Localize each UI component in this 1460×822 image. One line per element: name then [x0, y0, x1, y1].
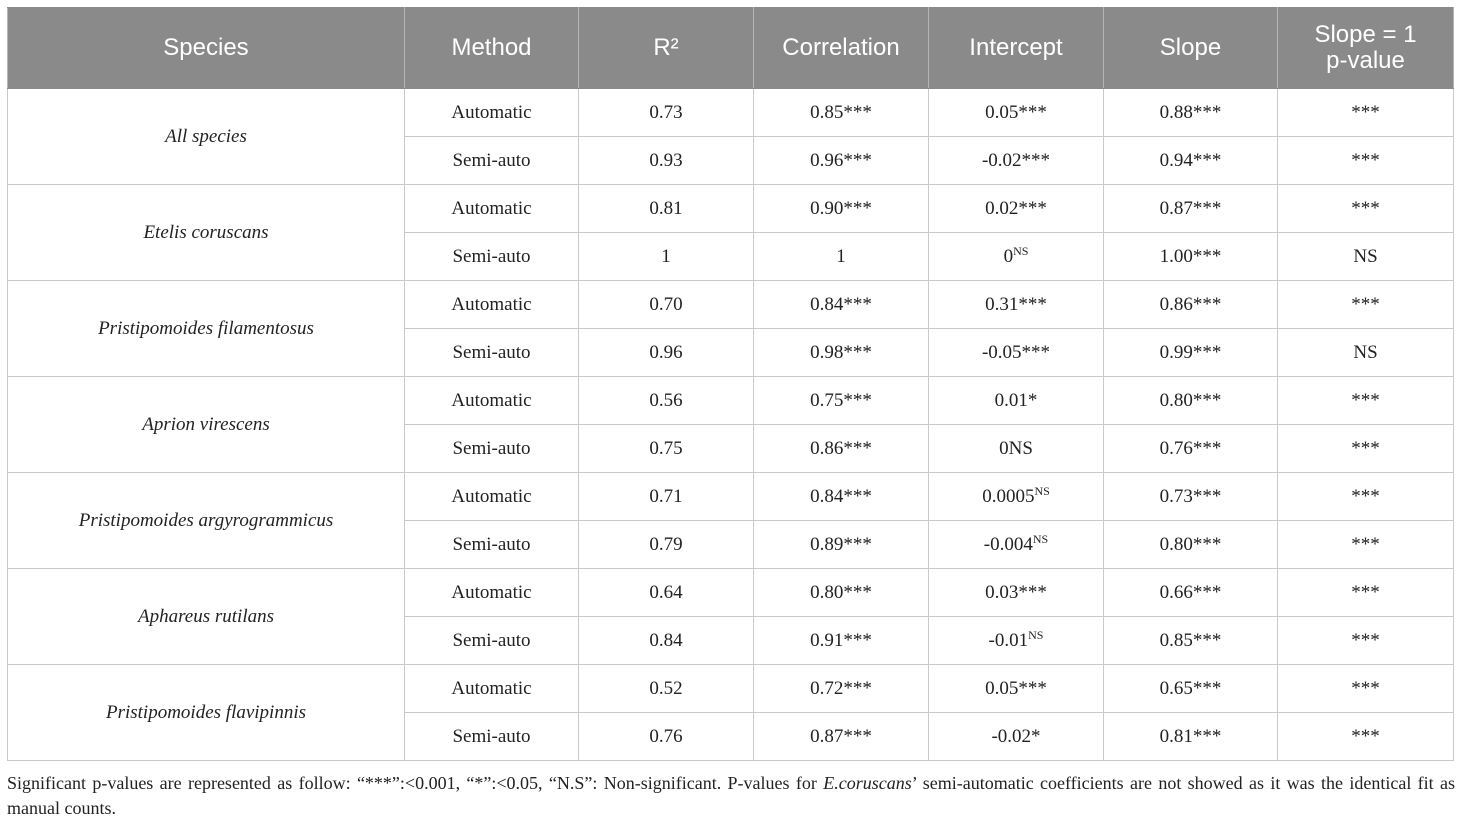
pvalue-cell: *** [1278, 665, 1454, 713]
intercept-value: 0 [1003, 245, 1014, 267]
correlation-cell: 0.91*** [754, 617, 929, 665]
correlation-cell: 0.90*** [754, 185, 929, 233]
method-cell: Automatic [405, 569, 579, 617]
species-cell: Pristipomoides flavipinnis [8, 665, 405, 761]
intercept-cell [929, 185, 1104, 233]
slope-cell: 0.88*** [1104, 89, 1278, 137]
table-row [8, 89, 1454, 137]
method-cell: Semi-auto [405, 233, 579, 281]
correlation-cell: 0.72*** [754, 665, 929, 713]
pvalue-cell: *** [1278, 377, 1454, 425]
method-cell: Automatic [405, 185, 579, 233]
correlation-cell: 0.84*** [754, 281, 929, 329]
pvalue-cell: *** [1278, 137, 1454, 185]
slope-cell: 0.66*** [1104, 569, 1278, 617]
pvalue-cell: *** [1278, 281, 1454, 329]
r2-cell: 0.76 [579, 713, 754, 761]
correlation-cell: 0.84*** [754, 473, 929, 521]
table-footnote [7, 771, 1455, 821]
r2-cell: 0.56 [579, 377, 754, 425]
intercept-value: -0.05*** [981, 341, 1051, 363]
intercept-significance-superscript: NS [1032, 531, 1049, 546]
correlation-cell: 0.96*** [754, 137, 929, 185]
method-cell: Automatic [405, 473, 579, 521]
intercept-cell [929, 617, 1104, 665]
intercept-value: 0.03*** [985, 581, 1047, 603]
intercept-cell [929, 329, 1104, 377]
method-cell: Semi-auto [405, 329, 579, 377]
method-cell: Automatic [405, 281, 579, 329]
method-cell: Semi-auto [405, 713, 579, 761]
footnote-species-name: E.coruscans [823, 773, 912, 793]
intercept-value: -0.02* [991, 725, 1041, 747]
method-cell: Semi-auto [405, 617, 579, 665]
r2-cell: 0.96 [579, 329, 754, 377]
r2-cell: 0.93 [579, 137, 754, 185]
correlation-cell: 0.87*** [754, 713, 929, 761]
correlation-cell: 1 [754, 233, 929, 281]
r2-cell: 0.73 [579, 89, 754, 137]
r2-cell: 0.64 [579, 569, 754, 617]
species-cell: Aprion virescens [8, 377, 405, 473]
species-cell: Pristipomoides filamentosus [8, 281, 405, 377]
slope-cell: 0.85*** [1104, 617, 1278, 665]
intercept-cell [929, 665, 1104, 713]
intercept-value: 0.31*** [985, 293, 1047, 315]
header-slope: Slope [1104, 8, 1278, 89]
correlation-cell: 0.75*** [754, 377, 929, 425]
method-cell: Semi-auto [405, 521, 579, 569]
pvalue-cell: *** [1278, 89, 1454, 137]
pvalue-cell: *** [1278, 713, 1454, 761]
r2-cell: 0.79 [579, 521, 754, 569]
intercept-cell [929, 137, 1104, 185]
intercept-significance-superscript: NS [1013, 243, 1029, 258]
species-cell: Aphareus rutilans [8, 569, 405, 665]
species-cell: All species [8, 89, 405, 185]
header-correlation: Correlation [754, 8, 929, 89]
table-row [8, 569, 1454, 617]
header-slope-pvalue-line2: p-value [1326, 47, 1405, 74]
header-method: Method [405, 8, 579, 89]
correlation-cell: 0.80*** [754, 569, 929, 617]
method-cell: Semi-auto [405, 137, 579, 185]
slope-cell: 0.65*** [1104, 665, 1278, 713]
intercept-value: 0.0005 [982, 485, 1035, 507]
correlation-cell: 0.86*** [754, 425, 929, 473]
table-row [8, 185, 1454, 233]
intercept-cell [929, 425, 1104, 473]
pvalue-cell: *** [1278, 185, 1454, 233]
pvalue-cell: *** [1278, 473, 1454, 521]
intercept-significance-superscript: NS [1034, 483, 1050, 498]
method-cell: Automatic [405, 89, 579, 137]
slope-cell: 0.80*** [1104, 377, 1278, 425]
slope-cell: 0.94*** [1104, 137, 1278, 185]
footnote-text-1: Significant p-values are represented as follow: “***”:<0.001, “*”:<0.05, “N.S”: Non-significant. P-values for [7, 773, 824, 793]
r2-cell: 0.71 [579, 473, 754, 521]
r2-cell: 0.52 [579, 665, 754, 713]
intercept-value: 0.02*** [985, 197, 1047, 219]
header-r2: R² [579, 8, 754, 89]
slope-cell: 0.87*** [1104, 185, 1278, 233]
slope-cell: 0.76*** [1104, 425, 1278, 473]
pvalue-cell: *** [1278, 617, 1454, 665]
intercept-value: 0.01* [994, 389, 1038, 411]
intercept-value: -0.02*** [981, 149, 1051, 171]
method-cell: Automatic [405, 377, 579, 425]
intercept-cell [929, 281, 1104, 329]
pvalue-cell: *** [1278, 425, 1454, 473]
slope-cell: 0.99*** [1104, 329, 1278, 377]
pvalue-cell: NS [1278, 233, 1454, 281]
regression-results-table [7, 7, 1454, 761]
intercept-cell [929, 569, 1104, 617]
slope-cell: 0.86*** [1104, 281, 1278, 329]
intercept-cell [929, 713, 1104, 761]
intercept-cell [929, 521, 1104, 569]
intercept-value: 0.05*** [985, 101, 1047, 123]
intercept-cell [929, 377, 1104, 425]
header-row [8, 8, 1454, 89]
header-intercept: Intercept [929, 8, 1104, 89]
slope-cell: 1.00*** [1104, 233, 1278, 281]
r2-cell: 0.81 [579, 185, 754, 233]
header-slope-pvalue [1278, 8, 1454, 89]
results-table-container [7, 7, 1453, 761]
slope-cell: 0.73*** [1104, 473, 1278, 521]
species-cell: Pristipomoides argyrogrammicus [8, 473, 405, 569]
header-species: Species [8, 8, 405, 89]
table-row [8, 377, 1454, 425]
intercept-significance-superscript: NS [1028, 627, 1044, 642]
intercept-value: 0NS [999, 437, 1033, 459]
slope-cell: 0.81*** [1104, 713, 1278, 761]
intercept-value: -0.004 [983, 533, 1033, 555]
slope-cell: 0.80*** [1104, 521, 1278, 569]
method-cell: Automatic [405, 665, 579, 713]
r2-cell: 0.70 [579, 281, 754, 329]
table-row [8, 281, 1454, 329]
method-cell: Semi-auto [405, 425, 579, 473]
intercept-value: -0.01 [988, 629, 1029, 651]
intercept-cell [929, 89, 1104, 137]
header-slope-pvalue-line1: Slope = 1 [1314, 21, 1417, 48]
correlation-cell: 0.98*** [754, 329, 929, 377]
pvalue-cell: NS [1278, 329, 1454, 377]
table-body [8, 89, 1454, 761]
intercept-cell [929, 473, 1104, 521]
intercept-cell [929, 233, 1104, 281]
footnote-text-2: ’ semi-automatic coefficients are not showed as it was the identical fit as manual counts. [7, 773, 1455, 818]
intercept-value: 0.05*** [985, 677, 1047, 699]
r2-cell: 0.84 [579, 617, 754, 665]
species-cell: Etelis coruscans [8, 185, 405, 281]
table-row [8, 665, 1454, 713]
pvalue-cell: *** [1278, 521, 1454, 569]
correlation-cell: 0.85*** [754, 89, 929, 137]
correlation-cell: 0.89*** [754, 521, 929, 569]
r2-cell: 0.75 [579, 425, 754, 473]
r2-cell: 1 [579, 233, 754, 281]
pvalue-cell: *** [1278, 569, 1454, 617]
table-row [8, 473, 1454, 521]
